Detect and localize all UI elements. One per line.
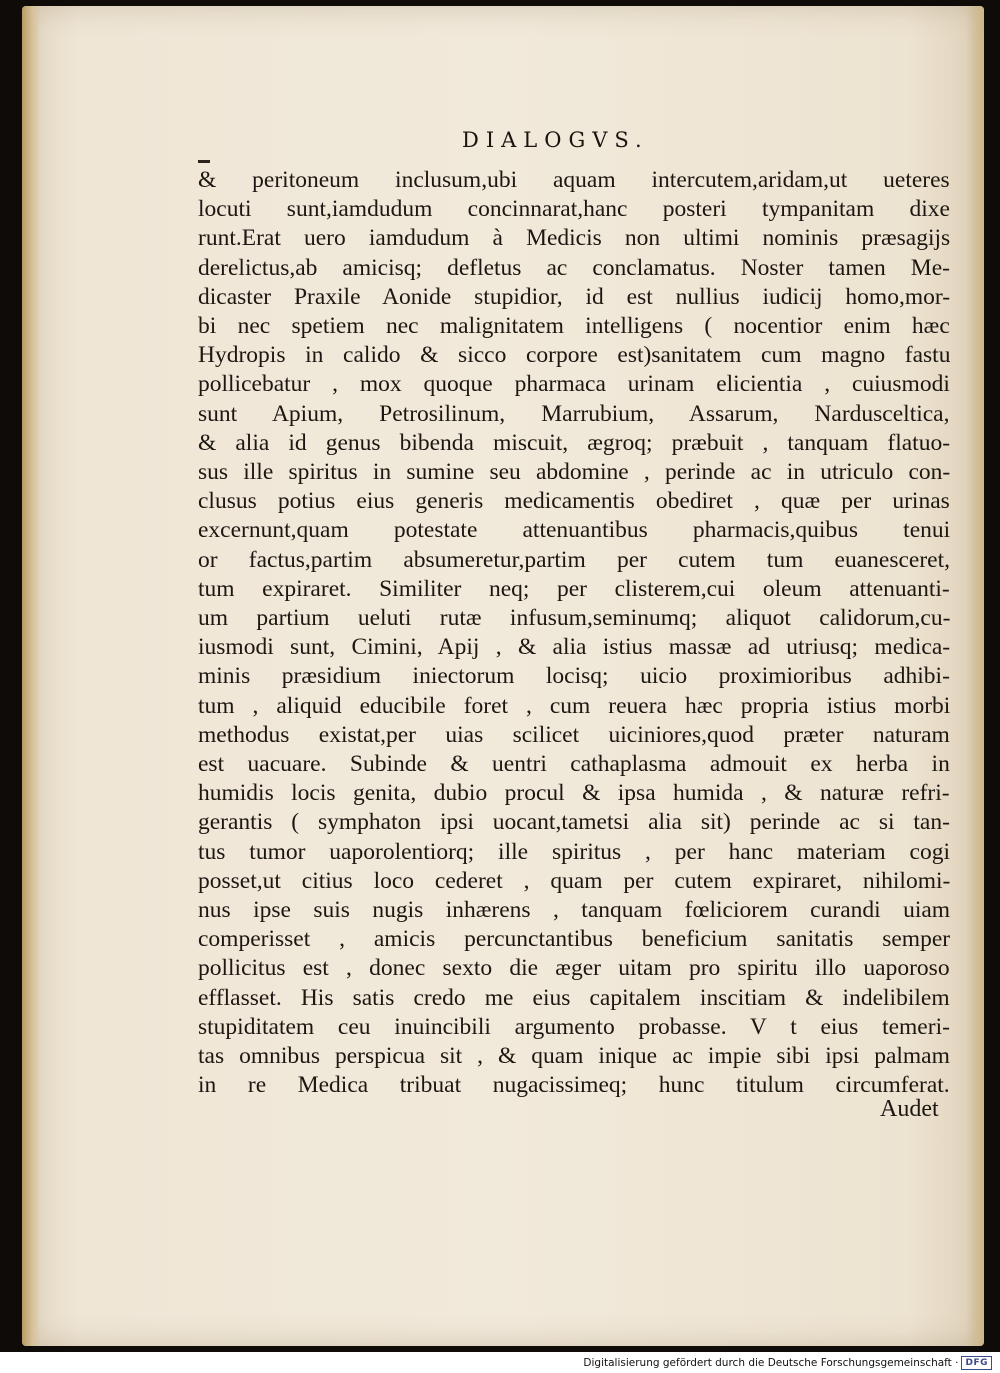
text-line: tum , aliquid educibile foret , cum reuera hæc propria istius morbi	[198, 692, 950, 719]
text-line: stupiditatem ceu inuincibili argumento probasse. V t eius temeri-	[198, 1013, 950, 1040]
text-line: humidis locis genita, dubio procul & ipsa humida , & naturæ refri-	[198, 780, 950, 807]
text-line: & alia id genus bibenda miscuit, ægroq; præbuit , tanquam flatuo-	[198, 429, 950, 456]
digitization-credit	[583, 1356, 992, 1370]
text-line: comperisset , amicis percunctantibus beneficium sanitatis semper	[198, 926, 950, 953]
body-text	[198, 166, 950, 1101]
credit-text: Digitalisierung gefördert durch die Deutsche Forschungsgemeinschaft ·	[583, 1357, 959, 1369]
text-line: runt.Erat uero iamdudum à Medicis non ultimi nominis præsagijs	[198, 225, 950, 252]
page-edge-left	[22, 6, 40, 1346]
text-line: sunt Apium, Petrosilinum, Marrubium, Assarum, Nardusceltica,	[198, 400, 950, 427]
text-line: locuti sunt,iamdudum concinnarat,hanc posteri tympanitam dixe	[198, 196, 950, 223]
text-line: tas omnibus perspicua sit , & quam inique ac impie sibi ipsi palmam	[198, 1043, 950, 1070]
running-head: DIALOGVS.	[462, 128, 649, 152]
text-line: pollicebatur , mox quoque pharmaca urinam elicientia , cuiusmodi	[198, 371, 950, 398]
text-line: tus tumor uaporolentiorq; ille spiritus , per hanc materiam cogi	[198, 838, 950, 865]
text-line: in re Medica tribuat nugacissimeq; hunc titulum circumferat.	[198, 1072, 950, 1099]
dfg-logo: DFG	[961, 1356, 992, 1370]
text-line: methodus existat,per uias scilicet uiciniores,quod præter naturam	[198, 721, 950, 748]
text-line: sus ille spiritus in sumine seu abdomine , perinde ac in utriculo con-	[198, 459, 950, 486]
text-line: iusmodi sunt, Cimini, Apij , & alia istius massæ ad utriusq; medica-	[198, 634, 950, 661]
text-line: or factus,partim absumeretur,partim per cutem tum euanesceret,	[198, 546, 950, 573]
text-line: bi nec spetiem nec malignitatem intelligens ( nocentior enim hæc	[198, 313, 950, 340]
text-line: clusus potius eius generis medicamentis obediret , quæ per urinas	[198, 488, 950, 515]
text-line: pollicitus est , donec sexto die æger uitam pro spiritu illo uaporoso	[198, 955, 950, 982]
text-line: minis præsidium iniectorum locisq; uicio proximioribus adhibi-	[198, 663, 950, 690]
text-line: gerantis ( symphaton ipsi uocant,tametsi alia sit) perinde ac si tan-	[198, 809, 950, 836]
text-line: excernunt,quam potestate attenuantibus pharmacis,quibus tenui	[198, 517, 950, 544]
marginal-mark	[198, 160, 210, 163]
text-line: efflasset. His satis credo me eius capitalem inscitiam & indelibilem	[198, 984, 950, 1011]
text-line: nus ipse suis nugis inhærens , tanquam fœliciorem curandi uiam	[198, 897, 950, 924]
text-line: posset,ut citius loco cederet , quam per cutem expiraret, nihilomi-	[198, 867, 950, 894]
text-line: & peritoneum inclusum,ubi aquam intercutem,aridam,ut ueteres	[198, 167, 950, 193]
catchword: Audet	[880, 1096, 939, 1122]
page-edge-right	[966, 6, 984, 1346]
text-line: derelictus,ab amicisq; defletus ac conclamatus. Noster tamen Me-	[198, 254, 950, 281]
text-line: tum expiraret. Similiter neq; per clisterem,cui oleum attenuanti-	[198, 575, 950, 602]
text-line: Hydropis in calido & sicco corpore est)sanitatem cum magno fastu	[198, 342, 950, 369]
text-line: est uacuare. Subinde & uentri cathaplasma admouit ex herba in	[198, 751, 950, 778]
text-line: um partium ueluti rutæ infusum,seminumq; aliquot calidorum,cu-	[198, 605, 950, 632]
text-line: dicaster Praxile Aonide stupidior, id est nullius iudicij homo,mor-	[198, 283, 950, 310]
